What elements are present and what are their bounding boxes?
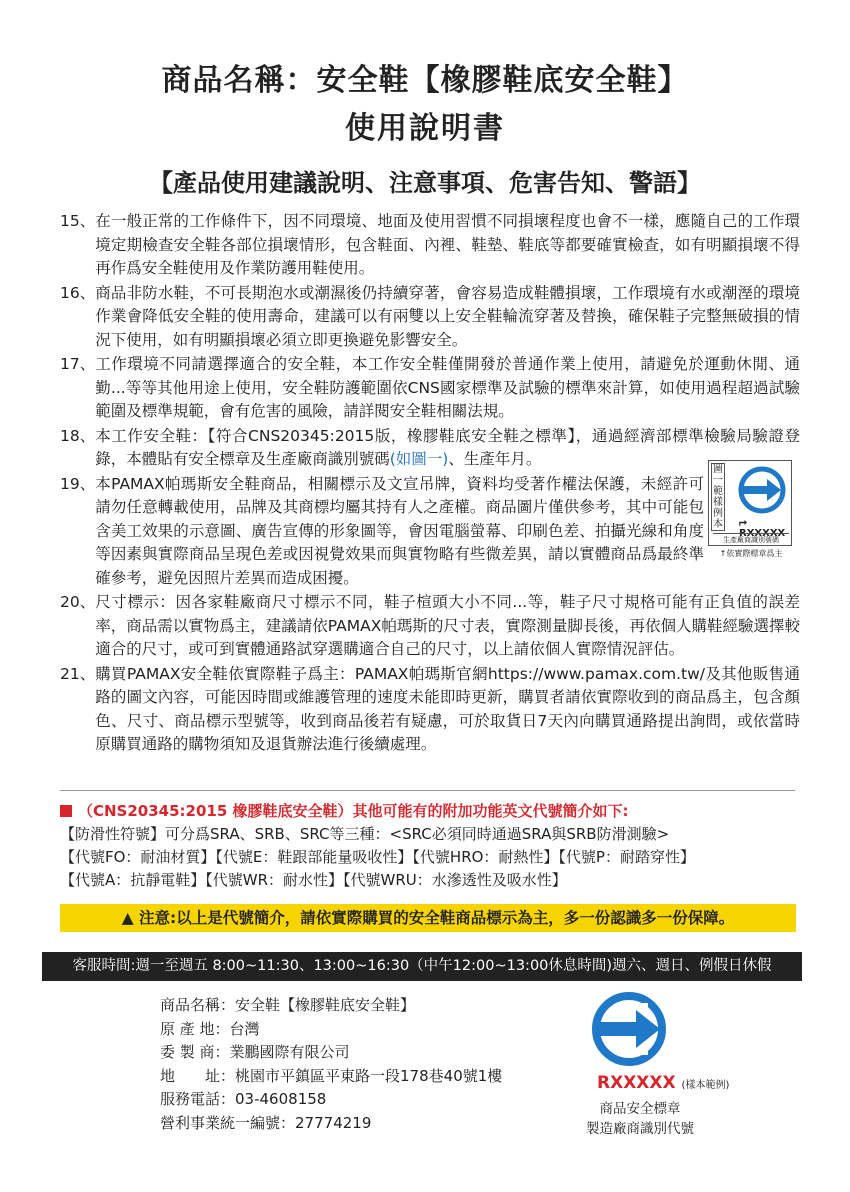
sample-stamp-figure: [708, 460, 794, 564]
safety-mark-icon: [737, 465, 787, 515]
info-row: 委 製 商： 業鵬國際有限公司: [160, 1043, 350, 1062]
info-row: 營利事業統一編號： 27774219: [160, 1113, 372, 1132]
list-item: 19、 本PAMAX帕瑪斯安全鞋商品，相關標示及文宣吊牌，資料均受著作權法保護，未經許可請勿任意轉載使用，品牌及其商標均屬其持有人之產權。商品圖片僅供參考，其中可能包含美工效果的示意圖、廣告宣傳的形象圖等，會因電腦螢幕、印刷色差、拍攝光線和角度等因素與實際商品呈現色差或因視覺效果而與實物略有些微差異，請以實體商品爲最終準確參考，避免因照片差異而造成困擾。: [60, 474, 704, 587]
logo-caption: 商品安全標章: [599, 1101, 681, 1117]
instruction-list: [60, 210, 800, 758]
figure-tag: 圖 一 範 樣 例 本: [713, 464, 723, 530]
list-item: 20、 尺寸標示：因各家鞋廠商尺寸標示不同，鞋子楦頭大小不同...等，鞋子尺寸規格可能有正負值的誤差率，商品需以實物爲主，建議請依PAMAX帕瑪斯的尺寸表，實際測量脚長後，再依個人購鞋經驗選擇較適合的尺寸，或可到實體通路試穿選購適合自己的尺寸，以上請依個人實際情況評估。: [60, 593, 800, 658]
figure-reference: (如圖一): [389, 450, 449, 468]
logo-caption: 製造廠商識別代號: [586, 1121, 694, 1137]
addon-line: 【代號FO：耐油材質】【代號E：鞋跟部能量吸收性】【代號HRO：耐熱性】【代號P：耐踏穿性】: [60, 848, 695, 866]
list-item: 17、 工作環境不同請選擇適合的安全鞋，本工作安全鞋僅開發於普通作業上使用，請避免於運動休閒、通勤...等等其他用途上使用，安全鞋防護範圍依CNS國家標準及試驗的標準來計算，如使用過程超過試驗範圍及標準規範，會有危害的風險，請詳閱安全鞋相關法規。: [60, 355, 800, 420]
stamp-caption: 生產廠商識別號碼: [713, 533, 789, 545]
list-item: 16、 商品非防水鞋，不可長期泡水或潮濕後仍持續穿著，會容易造成鞋體損壞，工作環境有水或潮溼的環境作業會降低安全鞋的使用壽命，建議可以有兩雙以上安全鞋輪流穿著及替換，確保鞋子完整無破損的情況下使用，如有明顯損壞必須立即更換避免影響安全。: [60, 283, 800, 349]
list-item: 18、 本工作安全鞋：【符合CNS20345:2015版，橡膠鞋底安全鞋之標準】，通過經濟部標準檢驗局驗證登錄，本體貼有安全標章及生產廠商識別號碼(如圖一)、生產年月。: [60, 426, 800, 468]
service-hours-bar: 客服時間:週一至週五 8:00~11:30、13:00~16:30（中午12:00~13:00休息時間)週六、週日、例假日休假: [42, 952, 802, 981]
page-subtitle: 使用說明書: [345, 111, 505, 146]
list-item: 15、 在一般正常的工作條件下，因不同環境、地面及使用習慣不同損壞程度也會不一樣，應隨自己的工作環境定期檢查安全鞋各部位損壞情形，包含鞋面、內裡、鞋墊、鞋底等都要確實檢查，如有明顯損壞不得再作爲安全鞋使用及作業防護用鞋使用。: [60, 212, 800, 277]
addon-line: 【代號A：抗靜電鞋】【代號WR：耐水性】【代號WRU：水滲透性及吸水性】: [60, 871, 567, 889]
stamp-code: ⮣ RXXXXX: [739, 517, 786, 539]
product-info: [160, 994, 502, 1136]
notice-banner: ▲ 注意:以上是代號簡介，請依實際購買的安全鞋商品標示為主，多一份認識多一份保障。: [60, 904, 796, 932]
safety-mark-icon: [590, 988, 668, 1070]
info-row: 地 址： 桃園市平鎮區平東路一段178巷40號1樓: [160, 1066, 503, 1085]
stamp-note: ↑依實際標章爲主: [719, 549, 783, 558]
divider: [60, 790, 795, 791]
info-row: 原 產 地： 台灣: [160, 1019, 260, 1038]
red-square-icon: [60, 805, 72, 817]
info-row: 服務電話： 03-4608158: [160, 1090, 327, 1109]
info-row: 商品名稱： 安全鞋【橡膠鞋底安全鞋】: [160, 996, 416, 1014]
addon-line: 【防滑性符號】可分爲SRA、SRB、SRC等三種：<SRC必須同時通過SRA與SRB防滑測驗>: [60, 825, 670, 843]
page-title: 商品名稱：安全鞋【橡膠鞋底安全鞋】: [161, 63, 689, 98]
logo-code: RXXXXX (樣本範例): [597, 1073, 730, 1093]
list-item: 21、 購買PAMAX安全鞋依實際鞋子爲主：PAMAX帕瑪斯官網https://www.pamax.com.tw/及其他販售通路的圖文內容，可能因時間或維護管理的速度未能即時更新，購買者請依實際收到的商品爲主，包含顏色、尺寸、商品標示型號等，收到商品後若有疑慮，可於取貨日7天內向購買通路提出詢問，或依當時原購買通路的購物須知及退貨辦法進行後續處理。: [60, 664, 800, 753]
addon-heading: （CNS20345:2015 橡膠鞋底安全鞋）其他可能有的附加功能英文代號簡介如下:: [60, 800, 800, 823]
addon-codes: [60, 800, 800, 892]
section-heading: 【產品使用建議說明、注意事項、危害告知、警語】: [149, 169, 701, 197]
